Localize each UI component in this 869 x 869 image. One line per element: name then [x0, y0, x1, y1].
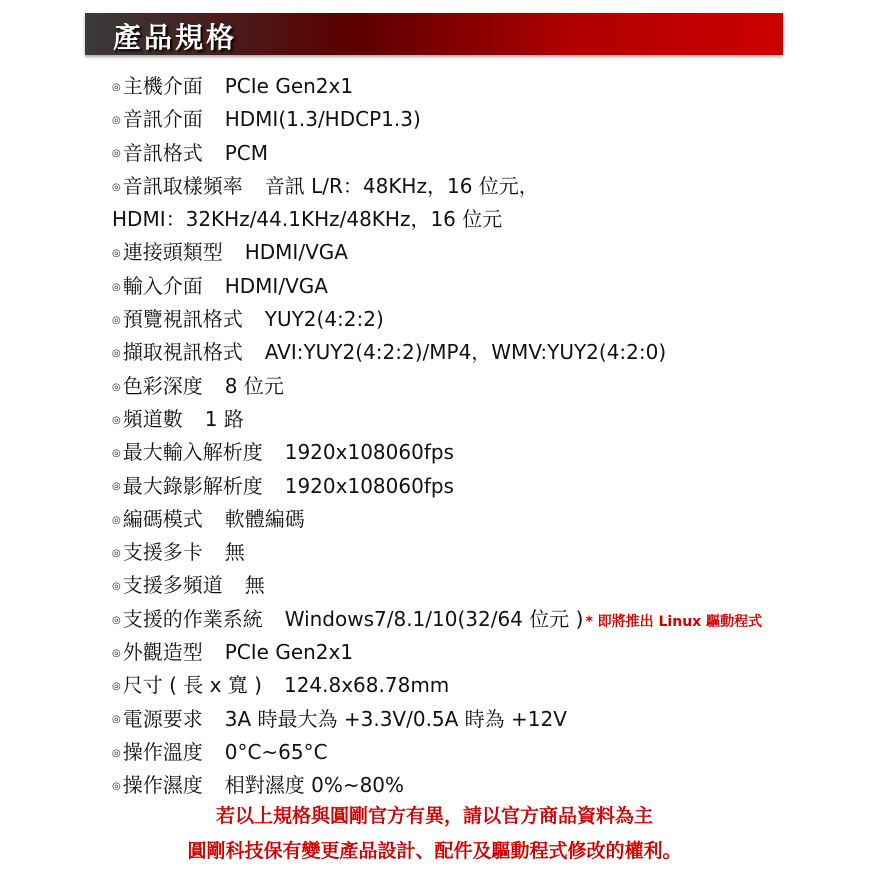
bullet-icon: ◎ [112, 181, 121, 193]
spec-row [112, 170, 852, 203]
spec-value: 1920x108060fps [284, 473, 454, 498]
spec-value: 音訊 L/R：48KHz，16 位元， [264, 173, 539, 198]
bullet-icon: ◎ [112, 115, 121, 127]
disclaimer-line-2: 圓剛科技保有變更產品設計、配件及驅動程式修改的權利。 [187, 840, 682, 862]
bullet-icon: ◎ [112, 481, 121, 493]
spec-value: 無 [244, 573, 265, 598]
bullet-icon: ◎ [112, 448, 121, 460]
spec-value: HDMI/VGA [244, 240, 348, 265]
spec-label: 支援多卡 [122, 540, 203, 565]
spec-label: 支援的作業系統 [122, 606, 263, 631]
spec-value: YUY2(4:2:2) [264, 307, 384, 332]
spec-value: 8 位元 [224, 373, 284, 398]
spec-row [112, 270, 852, 303]
bullet-icon: ◎ [112, 81, 121, 93]
bullet-icon: ◎ [112, 581, 121, 593]
spec-label: 擷取視訊格式 [122, 340, 243, 365]
spec-value: PCIe Gen2x1 [224, 74, 354, 98]
page-title: 產品規格 [113, 21, 238, 54]
bullet-icon: ◎ [112, 148, 121, 160]
spec-value: Windows7/8.1/10(32/64 位元 ) [284, 606, 584, 631]
header-bar [85, 13, 783, 55]
bullet-icon: ◎ [112, 614, 121, 626]
spec-row [112, 769, 852, 802]
spec-label: 預覽視訊格式 [122, 307, 243, 332]
bullet-icon: ◎ [112, 414, 121, 426]
spec-row [112, 436, 852, 469]
spec-row [112, 70, 852, 103]
spec-label: 操作溫度 [122, 739, 203, 764]
spec-label: 主機介面 [122, 74, 203, 98]
spec-value: 124.8x68.78mm [283, 673, 450, 698]
bullet-icon: ◎ [112, 314, 121, 326]
spec-value: HDMI(1.3/HDCP1.3) [224, 107, 421, 132]
spec-label: 色彩深度 [122, 373, 203, 398]
bullet-icon: ◎ [112, 514, 121, 526]
spec-list [112, 70, 852, 803]
spec-row [112, 236, 852, 269]
spec-label: 最大輸入解析度 [122, 440, 263, 465]
spec-value: 1 路 [204, 406, 244, 431]
spec-row [112, 736, 852, 769]
spec-row [112, 703, 852, 736]
spec-label: 音訊格式 [122, 140, 203, 165]
spec-label: 編碼模式 [122, 506, 203, 531]
disclaimer-line-1: 若以上規格與圓剛官方有異，請以官方商品資料為主 [215, 805, 653, 827]
spec-label: 外觀造型 [122, 640, 203, 665]
spec-row [112, 403, 852, 436]
bullet-icon: ◎ [112, 281, 121, 293]
spec-label: 最大錄影解析度 [122, 473, 263, 498]
spec-value: 無 [224, 540, 245, 565]
spec-row [112, 603, 852, 636]
spec-value: 0°C~65°C [224, 739, 328, 764]
spec-row [112, 503, 852, 536]
spec-row [112, 103, 852, 136]
spec-row-continuation [112, 203, 852, 236]
spec-row [112, 636, 852, 669]
spec-value: 軟體編碼 [224, 506, 305, 531]
bullet-icon: ◎ [112, 647, 121, 659]
bullet-icon: ◎ [112, 781, 121, 793]
bullet-icon: ◎ [112, 248, 121, 260]
spec-row [112, 669, 852, 702]
spec-label: 操作濕度 [122, 773, 203, 798]
spec-label: 連接頭類型 [122, 240, 223, 265]
bullet-icon: ◎ [112, 681, 121, 693]
spec-value: 3A 時最大為 +3.3V/0.5A 時為 +12V [224, 706, 567, 731]
spec-row [112, 370, 852, 403]
spec-row [112, 336, 852, 369]
spec-value: AVI:YUY2(4:2:2)/MP4，WMV:YUY2(4:2:0) [264, 340, 667, 365]
spec-label: 頻道數 [122, 406, 183, 431]
spec-label: 電源要求 [122, 706, 203, 731]
bullet-icon: ◎ [112, 348, 121, 360]
spec-value: PCIe Gen2x1 [224, 640, 354, 665]
spec-value-continuation: HDMI：32KHz/44.1KHz/48KHz，16 位元 [112, 207, 503, 232]
spec-value: PCM [224, 140, 269, 165]
linux-driver-note: * 即將推出 Linux 驅動程式 [585, 613, 763, 630]
bullet-icon: ◎ [112, 747, 121, 759]
bullet-icon: ◎ [112, 548, 121, 559]
spec-value: 1920x108060fps [284, 440, 454, 465]
spec-label: 音訊介面 [122, 107, 203, 132]
bullet-icon: ◎ [112, 381, 121, 393]
spec-row [112, 137, 852, 170]
spec-row [112, 470, 852, 503]
bullet-icon: ◎ [112, 714, 121, 726]
spec-row [112, 569, 852, 602]
spec-value: HDMI/VGA [224, 273, 328, 298]
spec-label: 輸入介面 [122, 273, 203, 298]
spec-label: 支援多頻道 [122, 573, 223, 598]
spec-row [112, 303, 852, 336]
spec-value: 相對濕度 0%~80% [224, 773, 405, 798]
spec-label: 尺寸 ( 長 x 寬 ) [122, 673, 262, 698]
spec-label: 音訊取樣頻率 [122, 173, 243, 198]
spec-row [112, 536, 852, 569]
